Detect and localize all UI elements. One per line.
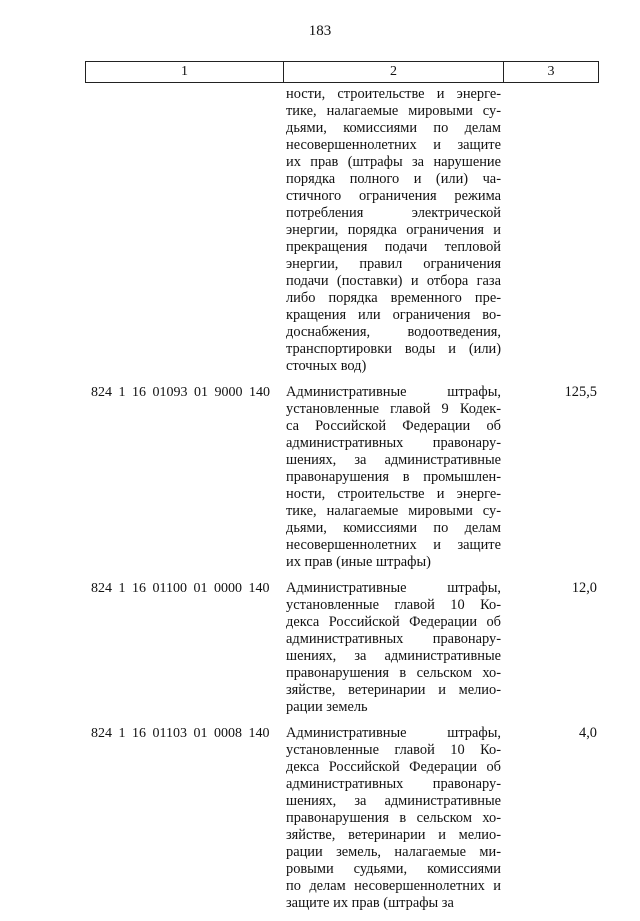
description-line: Административные штрафы,: [286, 580, 501, 596]
page-number: 183: [308, 23, 332, 39]
description-line: ности, строительстве и энерге-: [286, 486, 501, 502]
description-line: стичного ограничения режима: [286, 188, 501, 204]
description-line: тике, налагаемые мировыми су-: [286, 503, 501, 519]
description-line: ровыми судьями, комиссиями: [286, 861, 501, 877]
amount-value: 12,0: [571, 580, 597, 596]
description-line: шениях, за административные: [286, 793, 501, 809]
revenue-description: [283, 580, 503, 716]
description-line: дьями, комиссиями по делам: [286, 120, 501, 136]
revenue-description: [283, 86, 503, 375]
budget-classification-code: 824 1 16 01093 01 9000 140: [91, 385, 270, 400]
description-line: либо порядка временного пре-: [286, 290, 501, 306]
description-line: по делам несовершеннолетних и: [286, 878, 501, 894]
budget-classification-code: 824 1 16 01103 01 0008 140: [91, 726, 270, 741]
description-line: тике, налагаемые мировыми су-: [286, 103, 501, 119]
table-header-row: [85, 61, 599, 83]
description-line: шениях, за административные: [286, 452, 501, 468]
description-line: правонарушения в сельском хо-: [286, 810, 501, 826]
description-line: прекращения подачи тепловой: [286, 239, 501, 255]
description-line: административных правонару-: [286, 631, 501, 647]
description-line: установленные главой 9 Кодек-: [286, 401, 501, 417]
budget-classification-code: 824 1 16 01100 01 0000 140: [91, 581, 270, 596]
description-line: их прав (штрафы за нарушение: [286, 154, 501, 170]
description-line: декса Российской Федерации об: [286, 614, 501, 630]
description-line: декса Российской Федерации об: [286, 759, 501, 775]
table-row: [85, 384, 599, 571]
description-line: порядка полного и (или) ча-: [286, 171, 501, 187]
description-line: энергии, порядка ограничения и: [286, 222, 501, 238]
budget-table-body: [85, 86, 599, 921]
description-line: ности, строительстве и энерге-: [286, 86, 501, 102]
description-line: Административные штрафы,: [286, 725, 501, 741]
description-line: доснабжения, водоотведения,: [286, 324, 501, 340]
description-line: защите их прав (штрафы за: [286, 895, 454, 911]
description-line: правонарушения в промышлен-: [286, 469, 501, 485]
header-column-3: 3: [547, 64, 555, 79]
description-line: зяйстве, ветеринарии и мелио-: [286, 827, 501, 843]
description-line: кращения или ограничения во-: [286, 307, 501, 323]
description-line: их прав (иные штрафы): [286, 554, 431, 570]
revenue-description: [283, 384, 503, 571]
description-line: са Российской Федерации об: [286, 418, 501, 434]
amount-value: [503, 86, 599, 375]
amount-value: 125,5: [564, 384, 597, 400]
description-line: рации земель, налагаемые ми-: [286, 844, 501, 860]
description-line: потребления электрической: [286, 205, 501, 221]
description-line: энергии, правил ограничения: [286, 256, 501, 272]
amount-value: 4,0: [579, 725, 597, 741]
table-row: [85, 580, 599, 716]
description-line: установленные главой 10 Ко-: [286, 597, 501, 613]
description-line: транспортировки воды и (или): [286, 341, 501, 357]
description-line: дьями, комиссиями по делам: [286, 520, 501, 536]
budget-classification-code: [85, 86, 283, 375]
description-line: правонарушения в сельском хо-: [286, 665, 501, 681]
description-line: административных правонару-: [286, 435, 501, 451]
description-line: сточных вод): [286, 358, 367, 374]
description-line: рации земель: [286, 699, 368, 715]
description-line: несовершеннолетних и защите: [286, 537, 501, 553]
table-row: [85, 86, 599, 375]
description-line: шениях, за административные: [286, 648, 501, 664]
description-line: зяйстве, ветеринарии и мелио-: [286, 682, 501, 698]
table-row: [85, 725, 599, 912]
header-column-1: 1: [86, 62, 284, 82]
description-line: несовершеннолетних и защите: [286, 137, 501, 153]
description-line: Административные штрафы,: [286, 384, 501, 400]
revenue-description: [283, 725, 503, 912]
description-line: установленные главой 10 Ко-: [286, 742, 501, 758]
description-line: подачи (поставки) и отбора газа: [286, 273, 501, 289]
header-column-2: 2: [284, 62, 504, 82]
description-line: административных правонару-: [286, 776, 501, 792]
